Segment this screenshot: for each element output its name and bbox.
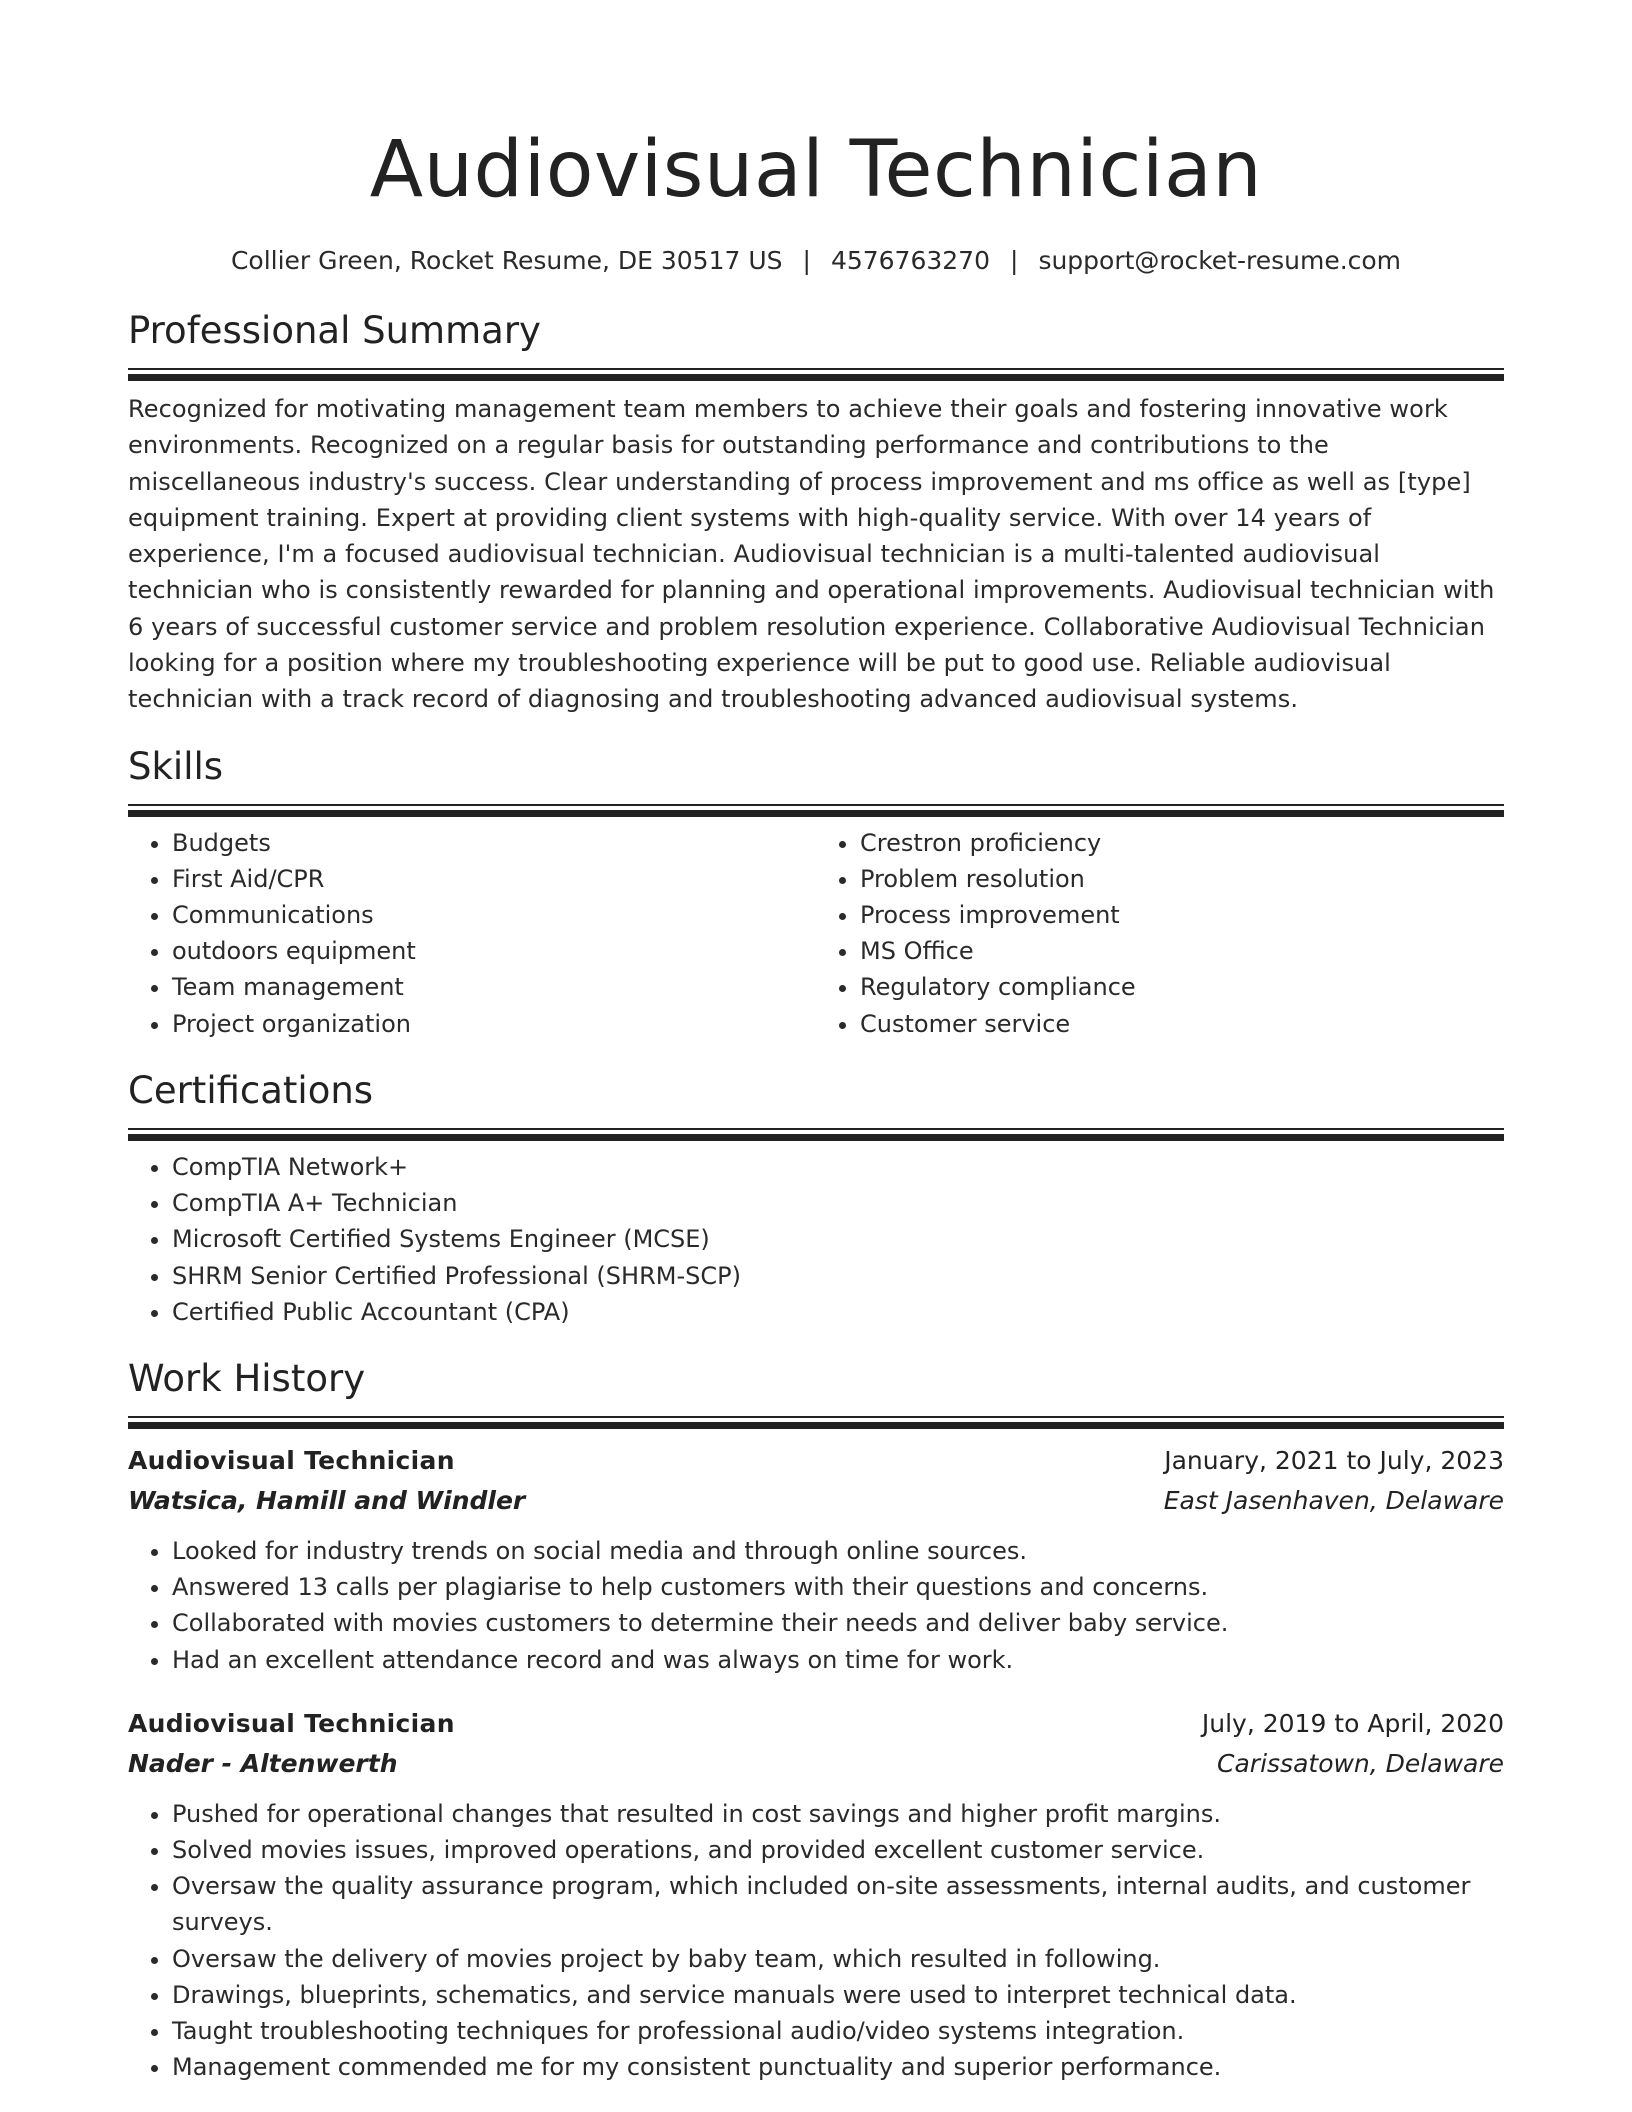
resume-page [128,0,1504,2085]
job-entry [128,1704,1504,2086]
job-location: Carissatown, Delaware [1217,1748,1504,1778]
section-title-work-history: Work History [128,1356,366,1400]
contact-email: support@rocket-resume.com [1038,246,1402,275]
certification-item: • Microsoft Certified Systems Engineer (MCSE) [172,1221,1504,1257]
job-bullet: • Collaborated with movies customers to determine their needs and deliver baby service. [172,1605,1504,1641]
certification-item: • Certified Public Accountant (CPA) [172,1294,1504,1330]
job-bullet: • Looked for industry trends on social media and through online sources. [172,1533,1504,1569]
job-bullets [128,1533,1504,1678]
contact-separator: | [1010,246,1019,275]
section-title-skills: Skills [128,744,224,788]
job-company: Watsica, Hamill and Windler [128,1485,526,1515]
job-bullet: • Had an excellent attendance record and was always on time for work. [172,1642,1504,1678]
certification-item: • CompTIA Network+ [172,1149,1504,1185]
skill-item: • Regulatory compliance [860,969,1504,1005]
contact-address: Collier Green, Rocket Resume, DE 30517 US [230,246,783,275]
contact-separator: | [802,246,811,275]
job-header-row [128,1441,1504,1481]
job-dates: July, 2019 to April, 2020 [1201,1708,1504,1738]
certifications-section [128,1066,1504,1330]
job-header-row [128,1704,1504,1744]
skills-section [128,742,1504,1042]
job-bullet: • Oversaw the quality assurance program, which included on-site assessments, internal audits, and customer surveys. [172,1868,1504,1940]
job-company-row [128,1744,1504,1784]
job-bullet: • Solved movies issues, improved operations, and provided excellent customer service. [172,1832,1504,1868]
skills-list-right [816,825,1504,1042]
summary-section [128,306,1504,718]
skill-item: • Communications [172,897,816,933]
job-bullet: • Drawings, blueprints, schematics, and service manuals were used to interpret technical data. [172,1977,1504,2013]
skills-columns [128,825,1504,1042]
job-bullet: • Management commended me for my consistent punctuality and superior performance. [172,2049,1504,2085]
skill-item: • Customer service [860,1006,1504,1042]
certifications-list [128,1149,1504,1330]
work-history-section [128,1354,1504,2085]
job-bullet: • Oversaw the delivery of movies project by baby team, which resulted in following. [172,1941,1504,1977]
skill-item: • Problem resolution [860,861,1504,897]
job-location: East Jasenhaven, Delaware [1163,1485,1504,1515]
skill-item: • MS Office [860,933,1504,969]
resume-name: Audiovisual Technician [369,125,1263,215]
section-title-summary: Professional Summary [128,309,541,352]
section-divider [128,1128,1504,1141]
job-bullets [128,1796,1504,2086]
section-divider [128,804,1504,817]
skill-item: • Budgets [172,825,816,861]
contact-line [128,244,1504,278]
job-company-row [128,1481,1504,1521]
skills-list-left [128,825,816,1042]
skill-item: • Project organization [172,1006,816,1042]
skill-item: • Crestron proficiency [860,825,1504,861]
skill-item: • outdoors equipment [172,933,816,969]
job-dates: January, 2021 to July, 2023 [1164,1445,1504,1475]
certification-item: • CompTIA A+ Technician [172,1185,1504,1221]
job-title: Audiovisual Technician [128,1445,455,1475]
skill-item: • Team management [172,969,816,1005]
job-entry [128,1441,1504,1678]
section-divider [128,1416,1504,1429]
section-title-certifications: Certifications [128,1068,374,1112]
contact-phone: 4576763270 [830,246,990,275]
job-bullet: • Pushed for operational changes that resulted in cost savings and higher profit margins. [172,1796,1504,1832]
job-title: Audiovisual Technician [128,1708,455,1738]
certification-item: • SHRM Senior Certified Professional (SHRM-SCP) [172,1258,1504,1294]
job-company: Nader - Altenwerth [128,1748,398,1778]
job-bullet: • Taught troubleshooting techniques for professional audio/video systems integration. [172,2013,1504,2049]
section-divider [128,368,1504,381]
summary-text: Recognized for motivating management team members to achieve their goals and fostering innovative work environments. Recognized on a regular basis for outstanding performance and contributions to the miscellaneous industry's success. Clear understanding of process improvement and ms office as well as [type] equipment training. Expert at providing client systems with high-quality service. With over 14 years of experience, I'm a focused audiovisual technician. Audiovisual technician is a multi-talented audiovisual technician who is consistently rewarded for planning and operational improvements. Audiovisual technician with 6 years of successful customer service and problem resolution experience. Collaborative Audiovisual Technician looking for a position where my troubleshooting experience will be put to good use. Reliable audiovisual technician with a track record of diagnosing and troubleshooting advanced audiovisual systems. [128,395,1495,714]
skill-item: • First Aid/CPR [172,861,816,897]
job-bullet: • Answered 13 calls per plagiarise to help customers with their questions and concerns. [172,1569,1504,1605]
skill-item: • Process improvement [860,897,1504,933]
